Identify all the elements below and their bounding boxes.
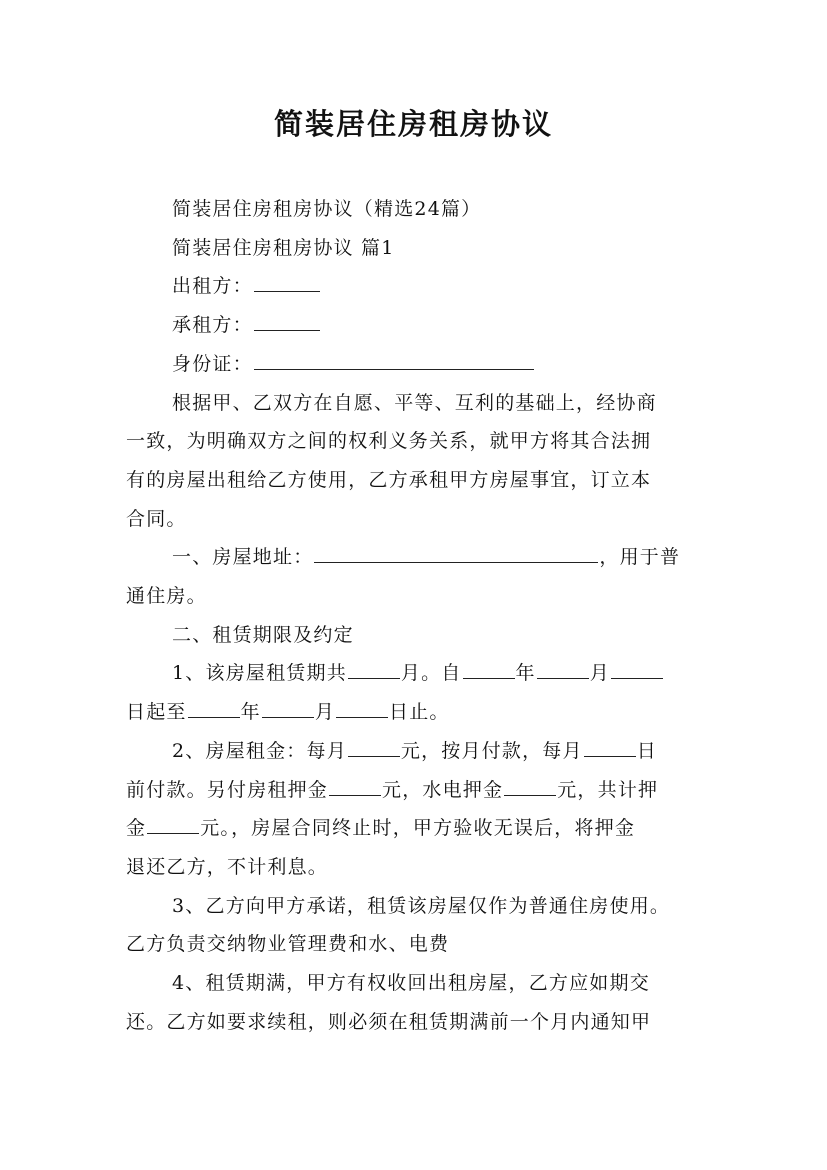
lessor-label: 出租方： [172, 275, 253, 298]
section-heading: 简装居住房租房协议 篇1 [172, 236, 395, 259]
end-day-blank [336, 698, 388, 718]
document-body [126, 190, 706, 1041]
item2-line-2 [126, 771, 706, 810]
item4-line-1: 4、租赁期满，甲方有权收回出租房屋，乙方应如期交 [172, 972, 650, 995]
item3-line-1: 3、乙方向甲方承诺，租赁该房屋仅作为普通住房使用。 [172, 894, 671, 917]
rent-blank [348, 737, 400, 757]
item2-text-1: 2、房屋租金：每月 [172, 739, 347, 762]
item2-line-3 [126, 809, 706, 848]
address-blank [314, 543, 598, 563]
lessee-label: 承租方： [172, 314, 253, 337]
start-day-blank [611, 659, 663, 679]
months-blank [348, 659, 400, 679]
id-label: 身份证： [172, 352, 253, 375]
end-month-blank [262, 698, 314, 718]
clause1-line-2: 通住房。 [126, 585, 207, 608]
item1-text-6: 年 [240, 701, 261, 724]
clause1-tail: ，用于普 [599, 546, 681, 569]
item2-line-4: 退还乙方，不计利息。 [126, 855, 329, 878]
item4-line-2: 还。乙方如要求续租，则必须在租赁期满前一个月内通知甲 [126, 1010, 652, 1033]
item1-text-7: 月 [314, 701, 336, 724]
lessee-blank [254, 311, 320, 331]
item1-line-1 [126, 654, 706, 693]
item2-text-4: 前付款。另付房租押金 [126, 778, 329, 801]
clause1-label: 一、房屋地址： [172, 546, 314, 569]
lessee-line [126, 306, 706, 345]
item2-text-7: 金 [126, 817, 147, 840]
clause1-line-1 [126, 538, 706, 577]
intro-line-4: 合同。 [126, 507, 187, 530]
end-year-blank [188, 698, 240, 718]
intro-line-3: 有的房屋出租给乙方使用，乙方承租甲方房屋事宜，订立本 [126, 468, 652, 491]
id-blank [254, 350, 534, 370]
item1-text-2: 月。自 [400, 662, 462, 685]
item2-line-1 [126, 732, 706, 771]
clause2-heading: 二、租赁期限及约定 [172, 623, 354, 646]
item2-text-6: 元，共计押 [557, 778, 659, 801]
start-year-blank [463, 659, 515, 679]
document-title: 简装居住房租房协议 [273, 107, 553, 141]
item1-text-3: 年 [515, 662, 536, 685]
pay-day-blank [584, 737, 636, 757]
rent-deposit-blank [329, 776, 381, 796]
item2-text-8: 元。，房屋合同终止时，甲方验收无误后，将押金 [200, 817, 636, 840]
item2-text-2: 元，按月付款，每月 [400, 739, 583, 762]
item2-text-3: 日 [636, 739, 657, 762]
intro-line-1: 根据甲、乙双方在自愿、平等、互利的基础上，经协商 [172, 391, 657, 414]
lessor-line [126, 267, 706, 306]
utility-deposit-blank [504, 776, 556, 796]
item1-text-8: 日止。 [389, 701, 450, 724]
id-line [126, 345, 706, 384]
total-deposit-blank [147, 814, 199, 834]
item1-text-1: 1、该房屋租赁期共 [172, 662, 347, 685]
item2-text-5: 元，水电押金 [382, 778, 504, 801]
start-month-blank [537, 659, 589, 679]
intro-line-2: 一致，为明确双方之间的权利义务关系，就甲方将其合法拥 [126, 430, 652, 453]
item1-text-4: 月 [589, 662, 610, 685]
document-subtitle: 简装居住房租房协议（精选24篇） [172, 198, 482, 220]
lessor-blank [254, 272, 320, 292]
item1-line-2 [126, 693, 706, 732]
item3-line-2: 乙方负责交纳物业管理费和水、电费 [126, 933, 450, 956]
item1-text-5: 日起至 [126, 701, 187, 724]
